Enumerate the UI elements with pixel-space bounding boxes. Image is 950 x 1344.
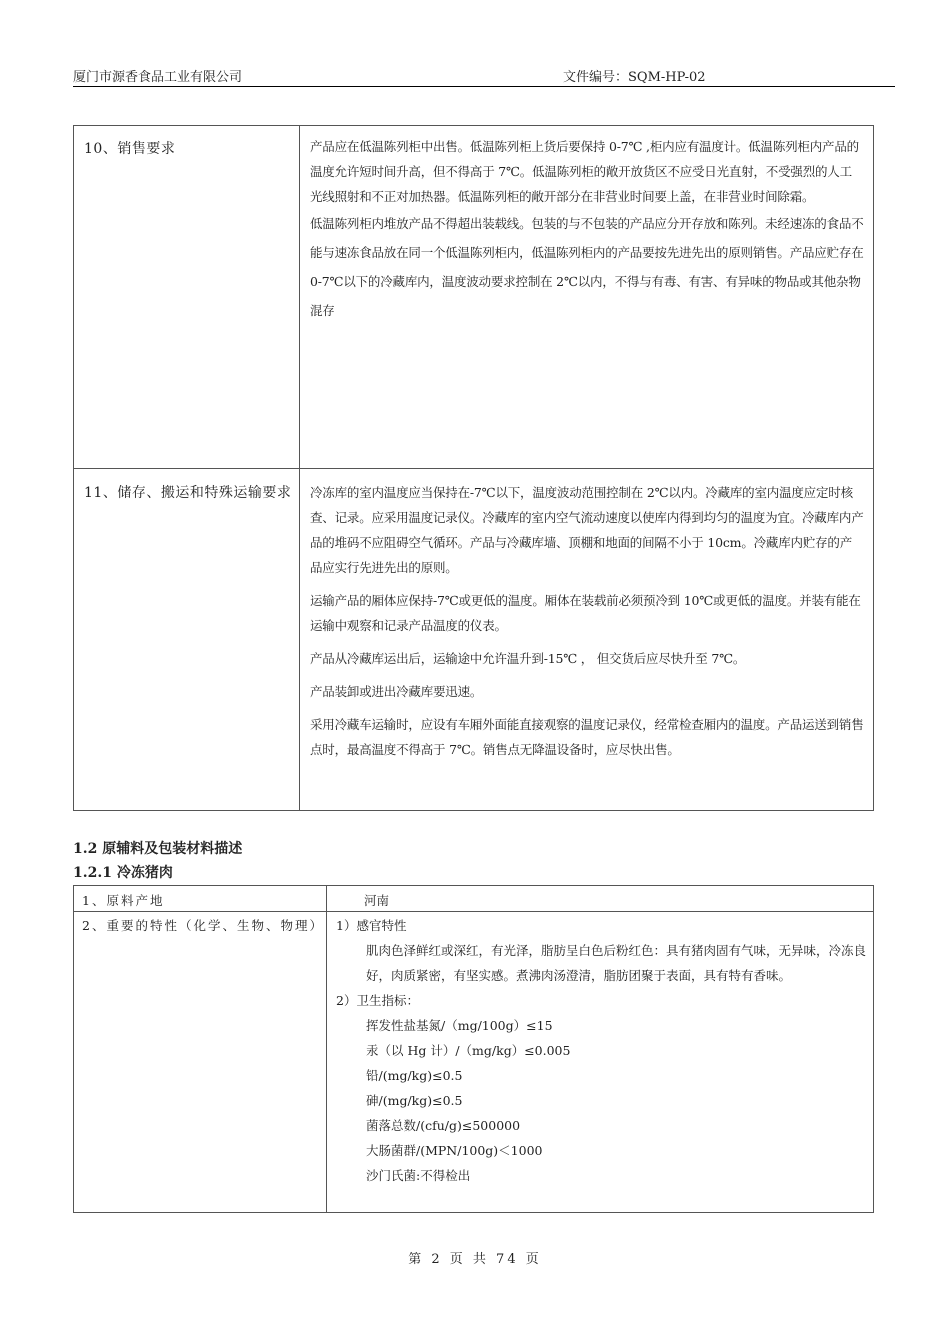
paragraph: 产品装卸或进出冷藏库要迅速。 bbox=[310, 684, 483, 699]
subsection-heading: 1.2.1 冷冻猪肉 bbox=[73, 865, 173, 881]
storage-transport-label: 11、储存、搬运和特殊运输要求 bbox=[84, 485, 292, 501]
storage-transport-content bbox=[310, 480, 864, 770]
section-heading: 1.2 原辅料及包装材料描述 bbox=[73, 841, 243, 857]
hygiene-item: 汞（以 Hg 计）/（mg/kg）≤0.005 bbox=[366, 1043, 571, 1058]
hygiene-item: 挥发性盐基氮/（mg/100g）≤15 bbox=[366, 1018, 553, 1033]
origin-label: 1、原料产地 bbox=[82, 893, 165, 908]
table-divider bbox=[326, 886, 327, 1212]
paragraph: 产品应在低温陈列柜中出售。低温陈列柜上货后要保持 0-7℃ ,柜内应有温度计。低温陈列柜内产品的温度允许短时间升高，但不得高于 7℃。低温陈列柜的敞开放货区不应受日光直射，不受强烈的人工光线照射和不正对加热器。低温陈列柜的敞开部分在非营业时间要上盖，在非营业时间除霜。 bbox=[310, 139, 859, 204]
page-header bbox=[73, 66, 895, 86]
paragraph: 产品从冷藏库运出后，运输途中允许温升到-15℃ ， 但交货后应尽快升至 7℃。 bbox=[310, 651, 746, 666]
page-number: 第 2 页 共 74 页 bbox=[408, 1252, 542, 1267]
hygiene-item: 砷/(mg/kg)≤0.5 bbox=[366, 1093, 463, 1108]
origin-value: 河南 bbox=[364, 893, 390, 908]
paragraph: 运输产品的厢体应保持-7℃或更低的温度。厢体在装载前必须预冷到 10℃或更低的温度。并装有能在运输中观察和记录产品温度的仪表。 bbox=[310, 593, 861, 633]
sales-requirements-content bbox=[310, 134, 864, 325]
table-divider bbox=[74, 468, 873, 469]
document-number: 文件编号：SQM-HP-02 bbox=[563, 70, 706, 85]
requirements-table bbox=[73, 125, 874, 811]
hygiene-item: 沙门氏菌:不得检出 bbox=[366, 1168, 471, 1183]
hygiene-item: 铅/(mg/kg)≤0.5 bbox=[366, 1068, 463, 1083]
sensory-text: 肌肉色泽鲜红或深红，有光泽，脂肪呈白色后粉红色：具有猪肉固有气味，无异味，冷冻良好，肉质紧密，有坚实感。煮沸肉汤澄清，脂肪团聚于表面，具有特有香味。 bbox=[366, 943, 867, 983]
hygiene-item: 大肠菌群/(MPN/100g)＜1000 bbox=[366, 1143, 543, 1158]
paragraph: 冷冻库的室内温度应当保持在-7℃以下，温度波动范围控制在 2℃以内。冷藏库的室内温度应定时核查、记录。应采用温度记录仪。冷藏库的室内空气流动速度以使库内得到均匀的温度为宜。冷藏库内产品的堆码不应阻碍空气循环。产品与冷藏库墙、顶棚和地面的间隔不小于 10cm。冷藏库内贮存的产品应实行先进先出的原则。 bbox=[310, 485, 864, 575]
paragraph: 采用冷藏车运输时，应设有车厢外面能直接观察的温度记录仪，经常检查厢内的温度。产品运送到销售点时，最高温度不得高于 7℃。销售点无降温设备时，应尽快出售。 bbox=[310, 717, 864, 757]
company-name: 厦门市源香食品工业有限公司 bbox=[73, 70, 243, 85]
hygiene-item: 菌落总数/(cfu/g)≤500000 bbox=[366, 1118, 521, 1133]
header-rule bbox=[73, 86, 895, 87]
hygiene-title: 2）卫生指标： bbox=[336, 993, 419, 1008]
sensory-title: 1）感官特性 bbox=[336, 918, 407, 933]
raw-material-table bbox=[73, 885, 874, 1213]
paragraph: 低温陈列柜内堆放产品不得超出装载线。包装的与不包装的产品应分开存放和陈列。未经速冻的食品不能与速冻食品放在同一个低温陈列柜内，低温陈列柜内的产品要按先进先出的原则销售。产品应贮存在 0-7℃以下的冷藏库内，温度波动要求控制在 2℃以内，不得与有毒、有害、有异味的物品或其他杂物混存 bbox=[310, 216, 864, 318]
characteristics-content bbox=[336, 913, 866, 1188]
sales-requirements-label: 10、销售要求 bbox=[84, 141, 176, 157]
characteristics-label: 2、重要的特性（化学、生物、物理） bbox=[82, 918, 324, 933]
